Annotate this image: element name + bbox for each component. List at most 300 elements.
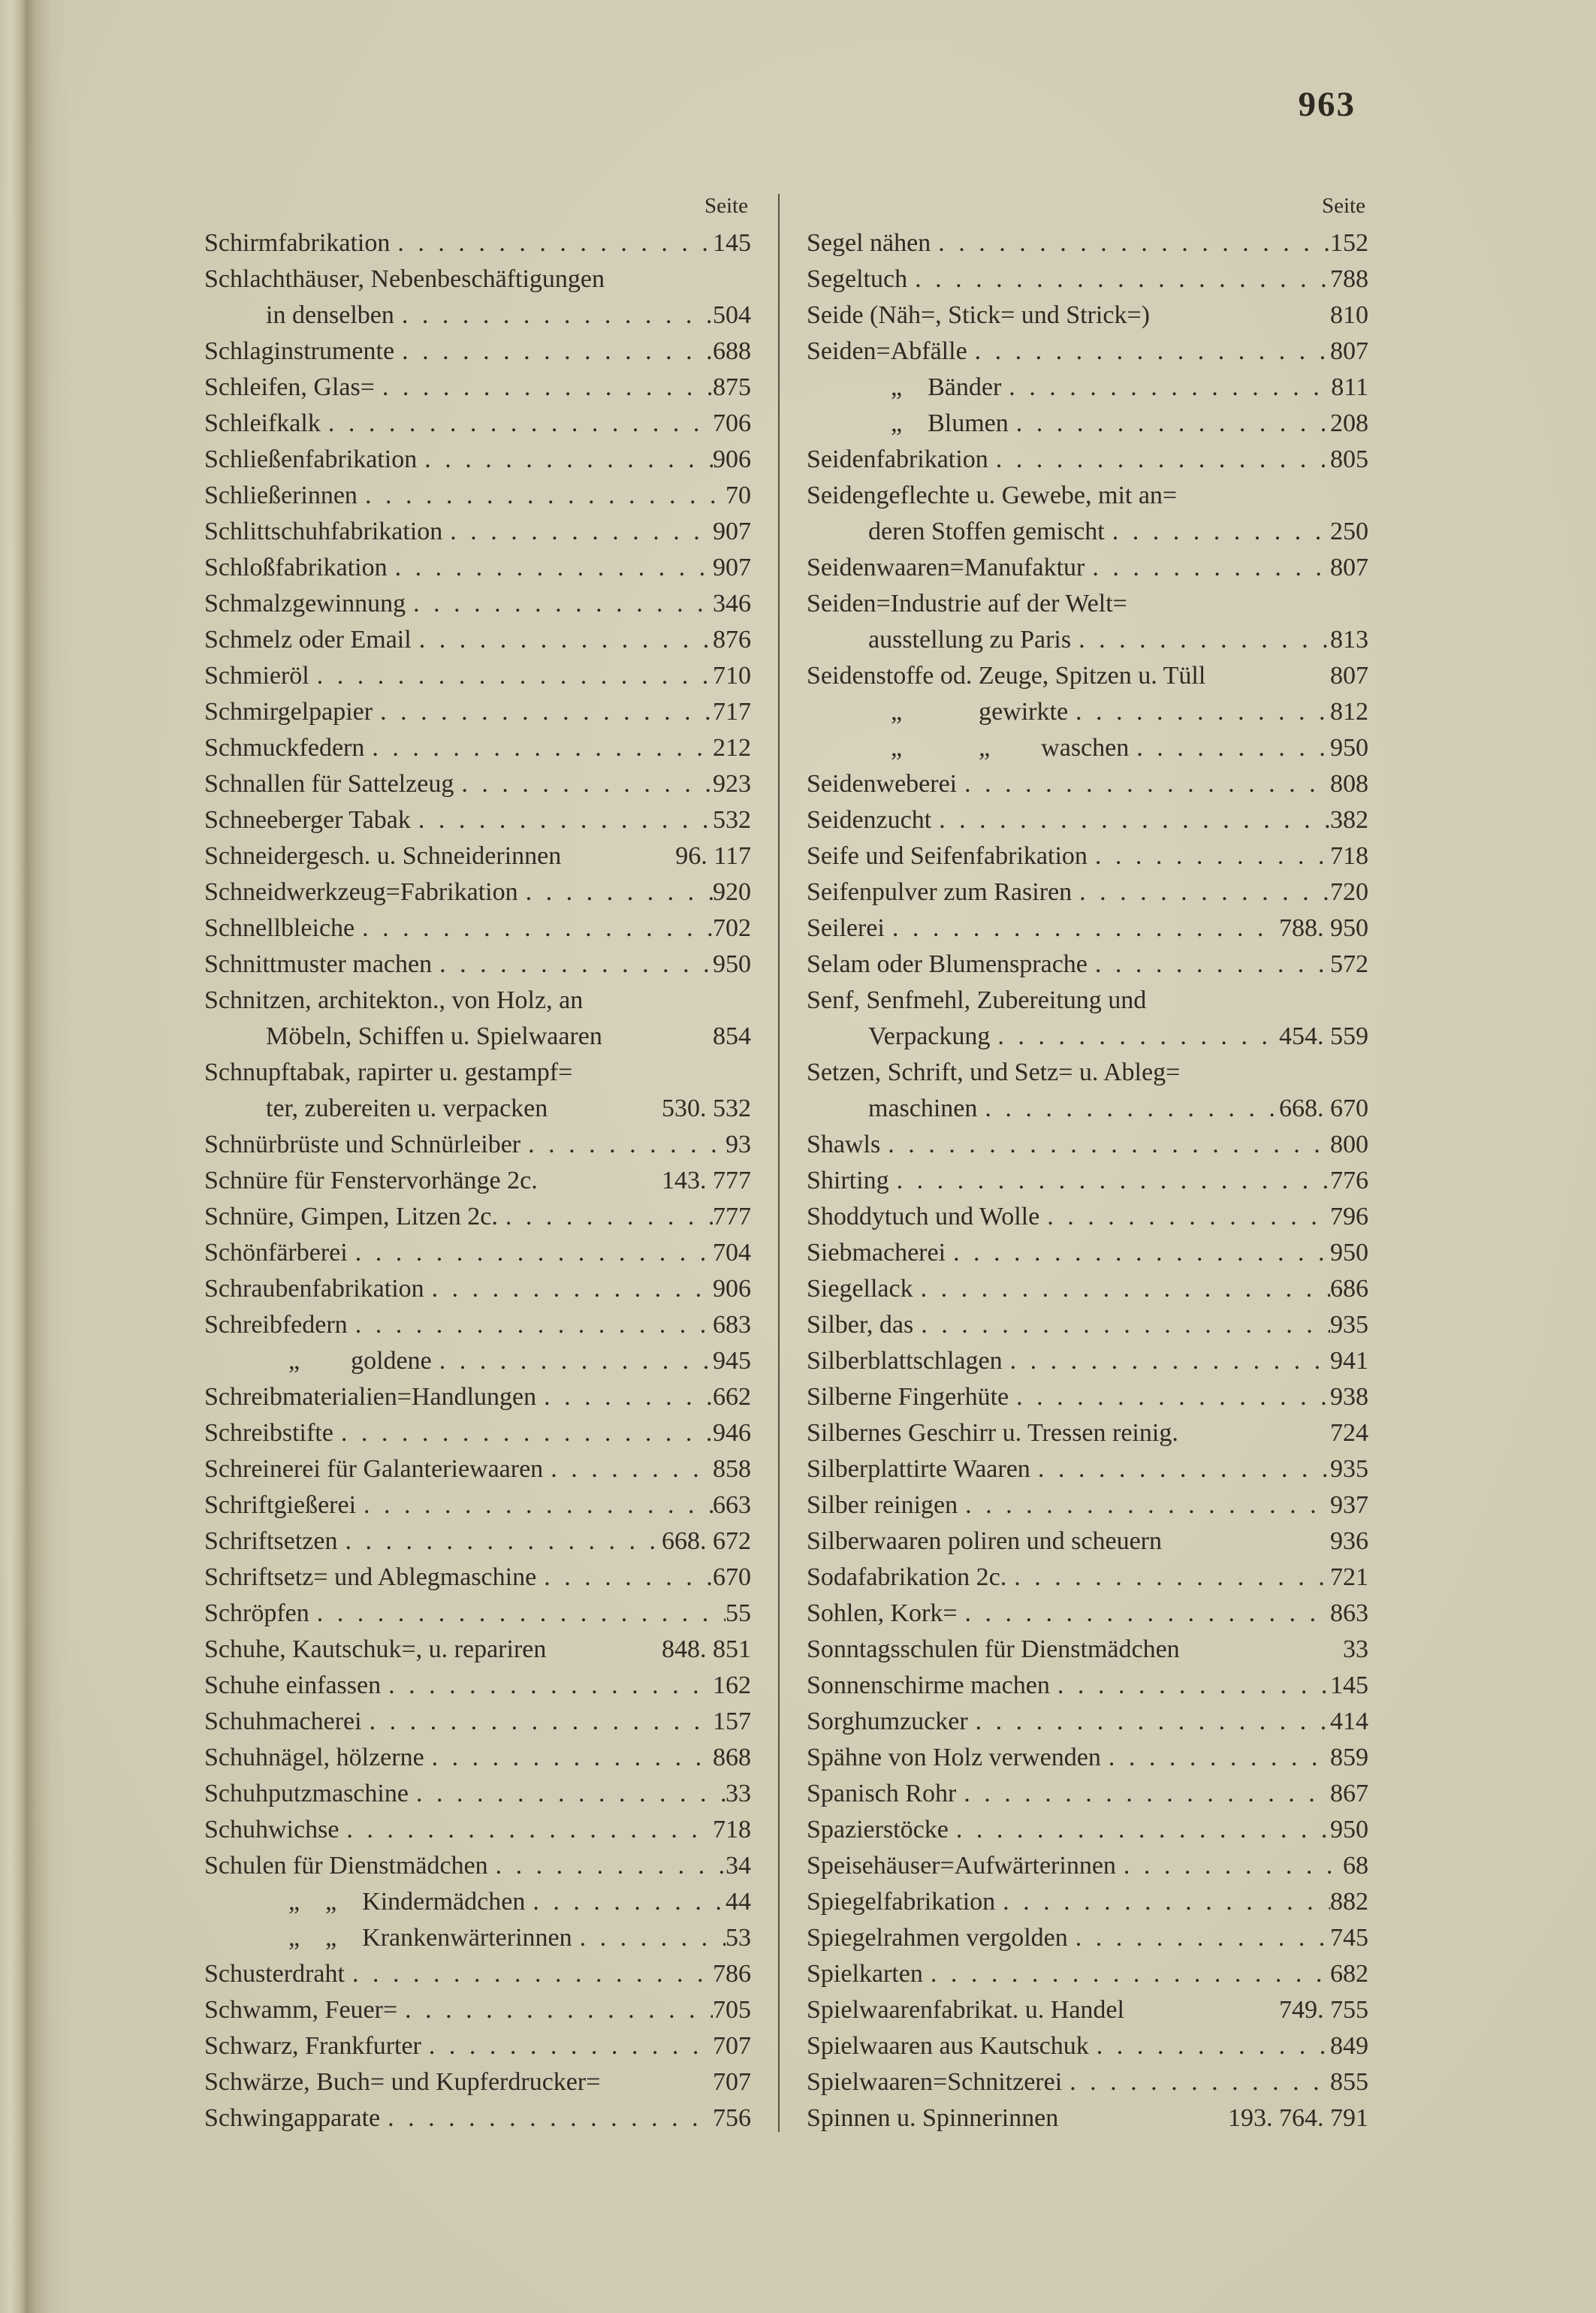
dot-leader bbox=[956, 1776, 1330, 1812]
entry-text: Schreibmaterialien=Handlungen bbox=[204, 1383, 537, 1411]
dot-leader bbox=[536, 1560, 713, 1596]
entry-text: Schnittmuster machen bbox=[204, 950, 433, 978]
index-entry-line bbox=[204, 1812, 751, 1848]
entry-page-number: 145 bbox=[1330, 1671, 1368, 1699]
dot-leader bbox=[958, 1596, 1331, 1632]
entry-page-number: 807 bbox=[1330, 337, 1368, 365]
entry-page-number: 682 bbox=[1330, 1960, 1368, 1988]
dot-leader bbox=[339, 1812, 713, 1848]
entry-text: Spanisch Rohr bbox=[807, 1780, 957, 1807]
entry-page-number: 143. 777 bbox=[662, 1167, 751, 1194]
dot-leader bbox=[536, 1379, 713, 1415]
entry-text: Segel nähen bbox=[807, 229, 931, 257]
dot-leader bbox=[498, 1199, 713, 1235]
dot-leader bbox=[1085, 550, 1330, 586]
entry-page-number: 858 bbox=[713, 1455, 751, 1483]
index-entry-line bbox=[807, 1560, 1368, 1596]
index-entry-line bbox=[204, 1163, 751, 1199]
entry-page-number: 662 bbox=[713, 1383, 751, 1411]
entry-page-number: 702 bbox=[713, 914, 751, 942]
entry-page-number: 812 bbox=[1330, 698, 1368, 726]
index-entry-line bbox=[204, 1992, 751, 2028]
index-entry-line bbox=[807, 478, 1368, 514]
index-entry-line bbox=[204, 694, 751, 730]
entry-text: Schwarz, Frankfurter bbox=[204, 2032, 421, 2060]
index-entry-line bbox=[204, 1596, 751, 1632]
index-entry-line bbox=[807, 694, 1368, 730]
dot-leader bbox=[1003, 1343, 1330, 1379]
entry-page-number: 414 bbox=[1330, 1708, 1368, 1735]
dot-leader bbox=[1001, 370, 1331, 406]
index-entry-line bbox=[204, 1704, 751, 1740]
entry-text: Seidenzucht bbox=[807, 806, 932, 834]
index-entry-line bbox=[204, 874, 751, 910]
page-number: 963 bbox=[1298, 85, 1356, 124]
entry-page-number: 162 bbox=[713, 1671, 751, 1699]
entry-text: Spielwaarenfabrikat. u. Handel bbox=[807, 1996, 1124, 2024]
index-entry-line bbox=[204, 1523, 751, 1560]
entry-text: Schloßfabrikation bbox=[204, 554, 388, 581]
entry-text: Spielwaaren aus Kautschuk bbox=[807, 2032, 1089, 2060]
entry-text: Siebmacherei bbox=[807, 1239, 946, 1267]
entry-page-number: 849 bbox=[1330, 2032, 1368, 2060]
index-entry-line bbox=[807, 1523, 1368, 1560]
dot-leader bbox=[1039, 1199, 1330, 1235]
dot-leader bbox=[421, 2028, 713, 2064]
entry-page-number: 938 bbox=[1330, 1383, 1368, 1411]
dot-leader bbox=[356, 1487, 713, 1523]
entry-text: Schriftsetz= und Ablegmaschine bbox=[204, 1563, 537, 1591]
entry-page-number: 707 bbox=[713, 2068, 751, 2096]
index-entry-line bbox=[807, 1956, 1368, 1992]
entry-page-number: 34 bbox=[726, 1852, 751, 1880]
entry-text: Sodafabrikation 2c. bbox=[807, 1563, 1007, 1591]
dot-leader bbox=[1050, 1668, 1330, 1704]
entry-text: Silbernes Geschirr u. Tressen reinig. bbox=[807, 1419, 1178, 1447]
entry-page-number: 745 bbox=[1330, 1924, 1368, 1952]
index-entry-line bbox=[204, 1235, 751, 1271]
entry-page-number: 532 bbox=[713, 806, 751, 834]
column-divider-rule bbox=[778, 194, 780, 2132]
index-entry-line bbox=[807, 1199, 1368, 1235]
entry-page-number: 920 bbox=[713, 878, 751, 906]
entry-text: Silberwaaren poliren und scheuern bbox=[807, 1527, 1162, 1555]
dot-leader bbox=[424, 1740, 713, 1776]
index-entry-line bbox=[204, 334, 751, 370]
entry-page-number: 807 bbox=[1330, 554, 1368, 581]
entry-page-number: 55 bbox=[726, 1599, 751, 1627]
entry-text: Schnallen für Sattelzeug bbox=[204, 770, 454, 798]
dot-leader bbox=[388, 550, 713, 586]
index-entry-line bbox=[204, 2064, 751, 2100]
entry-text: Spielkarten bbox=[807, 1960, 923, 1988]
index-entry-line bbox=[204, 297, 751, 334]
entry-text: Schnupftabak, rapirter u. gestampf= bbox=[204, 1058, 573, 1086]
entry-text: Schriftgießerei bbox=[204, 1491, 357, 1519]
dot-leader bbox=[957, 766, 1330, 802]
index-entry-line bbox=[204, 730, 751, 766]
entry-page-number: 668. 672 bbox=[662, 1527, 751, 1555]
entry-page-number: 800 bbox=[1330, 1131, 1368, 1158]
dot-leader bbox=[390, 225, 713, 261]
entry-page-number: 848. 851 bbox=[662, 1635, 751, 1663]
index-entry-line bbox=[204, 1307, 751, 1343]
index-entry-line bbox=[807, 297, 1368, 334]
entry-text: Schusterdraht bbox=[204, 1960, 345, 1988]
index-entry-line bbox=[204, 1487, 751, 1523]
dot-leader bbox=[362, 1704, 713, 1740]
entry-page-number: 717 bbox=[713, 698, 751, 726]
entry-text: Schneeberger Tabak bbox=[204, 806, 411, 834]
dot-leader bbox=[409, 1776, 726, 1812]
entry-page-number: 882 bbox=[1330, 1888, 1368, 1916]
dot-leader bbox=[412, 622, 713, 658]
entry-page-number: 718 bbox=[1330, 842, 1368, 870]
entry-page-number: 346 bbox=[713, 590, 751, 618]
entry-text: Seife und Seifenfabrikation bbox=[807, 842, 1088, 870]
dot-leader bbox=[1101, 1740, 1330, 1776]
entry-text: Seiden=Abfälle bbox=[807, 337, 967, 365]
dot-leader bbox=[321, 406, 713, 442]
entry-text: Spinnen u. Spinnerinnen bbox=[807, 2104, 1059, 2132]
entry-text: „ „ waschen bbox=[891, 734, 1130, 762]
index-entry-line bbox=[204, 658, 751, 694]
dot-leader bbox=[442, 514, 713, 550]
index-entry-line bbox=[807, 334, 1368, 370]
entry-text: Schmalzgewinnung bbox=[204, 590, 406, 618]
entry-text: Schließenfabrikation bbox=[204, 445, 418, 473]
index-entry-line bbox=[807, 622, 1368, 658]
entry-text: Schmelz oder Email bbox=[204, 626, 412, 654]
entry-page-number: 668. 670 bbox=[1279, 1095, 1368, 1122]
entry-text: Schröpfen bbox=[204, 1599, 309, 1627]
index-entry-line bbox=[807, 1343, 1368, 1379]
entry-page-number: 906 bbox=[713, 1275, 751, 1303]
index-entry-line bbox=[204, 1127, 751, 1163]
index-entry-line bbox=[204, 406, 751, 442]
entry-page-number: 907 bbox=[713, 518, 751, 545]
index-entry-line bbox=[807, 1812, 1368, 1848]
index-entry-line bbox=[204, 947, 751, 983]
dot-leader bbox=[1072, 874, 1330, 910]
entry-text: Speisehäuser=Aufwärterinnen bbox=[807, 1852, 1116, 1880]
index-entry-line bbox=[204, 1415, 751, 1451]
entry-text: ter, zubereiten u. verpacken bbox=[266, 1095, 548, 1122]
entry-text: Seidenstoffe od. Zeuge, Spitzen u. Tüll bbox=[807, 662, 1206, 690]
dot-leader bbox=[354, 910, 713, 947]
entry-page-number: 946 bbox=[713, 1419, 751, 1447]
dot-leader bbox=[1088, 838, 1330, 874]
entry-page-number: 805 bbox=[1330, 445, 1368, 473]
entry-page-number: 950 bbox=[1330, 1239, 1368, 1267]
index-entry-line bbox=[807, 1992, 1368, 2028]
dot-leader bbox=[345, 1956, 713, 1992]
entry-text: „ Blumen bbox=[891, 409, 1009, 437]
entry-page-number: 935 bbox=[1330, 1455, 1368, 1483]
entry-text: „ goldene bbox=[288, 1347, 432, 1375]
entry-page-number: 786 bbox=[713, 1960, 751, 1988]
dot-leader bbox=[967, 334, 1330, 370]
entry-text: Silber, das bbox=[807, 1311, 914, 1339]
entry-page-number: 808 bbox=[1330, 770, 1368, 798]
entry-page-number: 868 bbox=[713, 1744, 751, 1771]
entry-page-number: 749. 755 bbox=[1279, 1996, 1368, 2024]
index-entry-line bbox=[204, 1343, 751, 1379]
entry-text: Seilerei bbox=[807, 914, 885, 942]
dot-leader bbox=[411, 802, 713, 838]
index-entry-line bbox=[807, 1019, 1368, 1055]
entry-text: „ „ Krankenwärterinnen bbox=[288, 1924, 572, 1952]
index-column-right bbox=[807, 191, 1368, 2136]
entry-page-number: 704 bbox=[713, 1239, 751, 1267]
entry-text: Seidengeflechte u. Gewebe, mit an= bbox=[807, 482, 1178, 509]
dot-leader bbox=[1009, 406, 1330, 442]
dot-leader bbox=[995, 1884, 1330, 1920]
entry-page-number: 193. 764. 791 bbox=[1228, 2104, 1368, 2132]
index-entry-line bbox=[204, 586, 751, 622]
dot-leader bbox=[1009, 1379, 1330, 1415]
entry-page-number: 504 bbox=[713, 301, 751, 329]
index-entry-line bbox=[204, 766, 751, 802]
entry-page-number: 945 bbox=[713, 1347, 751, 1375]
dot-leader bbox=[394, 297, 713, 334]
index-entry-line bbox=[807, 261, 1368, 297]
dot-leader bbox=[373, 694, 713, 730]
entry-text: Schreibfedern bbox=[204, 1311, 348, 1339]
index-entry-line bbox=[807, 2100, 1368, 2136]
entry-page-number: 710 bbox=[713, 662, 751, 690]
index-entry-line bbox=[204, 1091, 751, 1127]
index-entry-line bbox=[204, 550, 751, 586]
index-entry-line bbox=[807, 1668, 1368, 1704]
dot-leader bbox=[1030, 1451, 1330, 1487]
entry-page-number: 721 bbox=[1330, 1563, 1368, 1591]
index-entry-line bbox=[807, 2028, 1368, 2064]
index-entry-line bbox=[204, 1740, 751, 1776]
entry-text: in denselben bbox=[266, 301, 394, 329]
dot-leader bbox=[358, 478, 726, 514]
entry-text: Spazierstöcke bbox=[807, 1816, 949, 1843]
entry-text: Seidenfabrikation bbox=[807, 445, 988, 473]
dot-leader bbox=[958, 1487, 1330, 1523]
dot-leader bbox=[880, 1127, 1330, 1163]
index-entry-line bbox=[807, 983, 1368, 1019]
entry-text: Schraubenfabrikation bbox=[204, 1275, 424, 1303]
entry-text: Schuhputzmaschine bbox=[204, 1780, 409, 1807]
entry-text: Schmuckfedern bbox=[204, 734, 365, 762]
index-entry-line bbox=[807, 802, 1368, 838]
entry-text: Seiden=Industrie auf der Welt= bbox=[807, 590, 1127, 618]
index-entry-line bbox=[204, 225, 751, 261]
entry-page-number: 935 bbox=[1330, 1311, 1368, 1339]
entry-text: Shirting bbox=[807, 1167, 889, 1194]
entry-text: deren Stoffen gemischt bbox=[868, 518, 1105, 545]
entry-text: Spiegelrahmen vergolden bbox=[807, 1924, 1068, 1952]
entry-page-number: 906 bbox=[713, 445, 751, 473]
dot-leader bbox=[889, 1163, 1330, 1199]
entry-page-number: 875 bbox=[713, 373, 751, 401]
column-header-seite-right: Seite bbox=[1322, 194, 1365, 218]
entry-text: Schlittschuhfabrikation bbox=[204, 518, 443, 545]
entry-text: Schnitzen, architekton., von Holz, an bbox=[204, 986, 584, 1014]
dot-leader bbox=[931, 802, 1330, 838]
dot-leader bbox=[432, 947, 713, 983]
entry-text: Schmirgelpapier bbox=[204, 698, 373, 726]
dot-leader bbox=[1088, 947, 1330, 983]
dot-leader bbox=[525, 1884, 726, 1920]
entry-page-number: 707 bbox=[713, 2032, 751, 2060]
index-entry-line bbox=[204, 1848, 751, 1884]
index-entry-line bbox=[807, 2064, 1368, 2100]
dot-leader bbox=[968, 1704, 1330, 1740]
index-entry-line bbox=[807, 1091, 1368, 1127]
entry-text: Silberplattirte Waaren bbox=[807, 1455, 1030, 1483]
index-entry-line bbox=[204, 1271, 751, 1307]
dot-leader bbox=[1071, 622, 1330, 658]
index-entry-line bbox=[807, 1415, 1368, 1451]
index-entry-line bbox=[204, 622, 751, 658]
entry-text: Schleifen, Glas= bbox=[204, 373, 375, 401]
entry-text: Seifenpulver zum Rasiren bbox=[807, 878, 1073, 906]
index-entry-line bbox=[204, 1379, 751, 1415]
dot-leader bbox=[417, 442, 713, 478]
entry-text: Selam oder Blumensprache bbox=[807, 950, 1088, 978]
dot-leader bbox=[432, 1343, 713, 1379]
index-entry-line bbox=[807, 1451, 1368, 1487]
index-entry-line bbox=[807, 1235, 1368, 1271]
entry-page-number: 724 bbox=[1330, 1419, 1368, 1447]
index-entry-line bbox=[807, 1848, 1368, 1884]
entry-page-number: 788. 950 bbox=[1279, 914, 1368, 942]
entry-page-number: 863 bbox=[1330, 1599, 1368, 1627]
dot-leader bbox=[913, 1271, 1330, 1307]
index-entry-line bbox=[807, 1740, 1368, 1776]
index-entry-line bbox=[807, 1271, 1368, 1307]
entry-text: Schnüre, Gimpen, Litzen 2c. bbox=[204, 1203, 498, 1230]
index-entry-line bbox=[204, 478, 751, 514]
dot-leader bbox=[381, 1668, 713, 1704]
entry-text: Spielwaaren=Schnitzerei bbox=[807, 2068, 1063, 2096]
index-entry-line bbox=[807, 1127, 1368, 1163]
dot-leader bbox=[364, 730, 713, 766]
index-entry-line bbox=[807, 947, 1368, 983]
dot-leader bbox=[1062, 2064, 1330, 2100]
entry-text: Schwamm, Feuer= bbox=[204, 1996, 398, 2024]
dot-leader bbox=[338, 1523, 662, 1560]
index-entry-line bbox=[204, 2028, 751, 2064]
entry-page-number: 454. 559 bbox=[1279, 1022, 1368, 1050]
entry-text: maschinen bbox=[868, 1095, 978, 1122]
entry-text: Schuhmacherei bbox=[204, 1708, 362, 1735]
entry-text: Spiegelfabrikation bbox=[807, 1888, 996, 1916]
entry-page-number: 212 bbox=[713, 734, 751, 762]
entry-text: Schlaginstrumente bbox=[204, 337, 395, 365]
entry-page-number: 33 bbox=[1343, 1635, 1368, 1663]
entry-text: Schwingapparate bbox=[204, 2104, 381, 2132]
index-entry-line bbox=[204, 983, 751, 1019]
entry-text: Setzen, Schrift, und Setz= u. Ableg= bbox=[807, 1058, 1181, 1086]
entry-page-number: 33 bbox=[726, 1780, 751, 1807]
entry-text: „ Bänder bbox=[891, 373, 1002, 401]
entry-page-number: 70 bbox=[726, 482, 751, 509]
entry-page-number: 923 bbox=[713, 770, 751, 798]
dot-leader bbox=[543, 1451, 713, 1487]
entry-text: Spähne von Holz verwenden bbox=[807, 1744, 1101, 1771]
entry-text: Schnüre für Fenstervorhänge 2c. bbox=[204, 1167, 538, 1194]
entry-page-number: 777 bbox=[713, 1203, 751, 1230]
entry-page-number: 152 bbox=[1330, 229, 1368, 257]
index-entry-line bbox=[204, 442, 751, 478]
entry-page-number: 941 bbox=[1330, 1347, 1368, 1375]
dot-leader bbox=[454, 766, 713, 802]
index-entry-line bbox=[807, 1379, 1368, 1415]
index-entry-line bbox=[807, 838, 1368, 874]
column-rows-right bbox=[807, 225, 1368, 2136]
dot-leader bbox=[572, 1920, 726, 1956]
entry-text: Silberne Fingerhüte bbox=[807, 1383, 1009, 1411]
entry-text: Schnürbrüste und Schnürleiber bbox=[204, 1131, 521, 1158]
entry-text: Sohlen, Kork= bbox=[807, 1599, 958, 1627]
dot-leader bbox=[488, 1848, 726, 1884]
entry-text: „ gewirkte bbox=[891, 698, 1069, 726]
dot-leader bbox=[375, 370, 713, 406]
dot-leader bbox=[394, 334, 713, 370]
entry-text: Schneidwerkzeug=Fabrikation bbox=[204, 878, 518, 906]
index-entry-line bbox=[204, 802, 751, 838]
column-rows-left bbox=[204, 225, 751, 2136]
index-entry-line bbox=[204, 1019, 751, 1055]
entry-text: Schuhnägel, hölzerne bbox=[204, 1744, 424, 1771]
entry-text: Shoddytuch und Wolle bbox=[807, 1203, 1040, 1230]
entry-text: Möbeln, Schiffen u. Spielwaaren bbox=[266, 1022, 602, 1050]
index-entry-line bbox=[204, 1956, 751, 1992]
entry-page-number: 950 bbox=[1330, 1816, 1368, 1843]
entry-page-number: 950 bbox=[713, 950, 751, 978]
entry-page-number: 683 bbox=[713, 1311, 751, 1339]
index-columns bbox=[204, 191, 1368, 2136]
index-entry-line bbox=[204, 838, 751, 874]
index-entry-line bbox=[807, 910, 1368, 947]
dot-leader bbox=[397, 1992, 713, 2028]
entry-page-number: 250 bbox=[1330, 518, 1368, 545]
dot-leader bbox=[1068, 1920, 1330, 1956]
index-entry-line bbox=[807, 442, 1368, 478]
index-entry-line bbox=[807, 1163, 1368, 1199]
index-entry-line bbox=[204, 1199, 751, 1235]
index-column-left bbox=[204, 191, 751, 2136]
index-entry-line bbox=[204, 1055, 751, 1091]
entry-page-number: 68 bbox=[1343, 1852, 1368, 1880]
index-entry-line bbox=[807, 766, 1368, 802]
dot-leader bbox=[907, 261, 1330, 297]
entry-page-number: 907 bbox=[713, 554, 751, 581]
index-entry-line bbox=[807, 874, 1368, 910]
entry-text: Silberblattschlagen bbox=[807, 1347, 1003, 1375]
entry-page-number: 876 bbox=[713, 626, 751, 654]
entry-page-number: 382 bbox=[1330, 806, 1368, 834]
index-entry-line bbox=[807, 1704, 1368, 1740]
entry-page-number: 854 bbox=[713, 1022, 751, 1050]
dot-leader bbox=[923, 1956, 1330, 1992]
entry-text: Schnellbleiche bbox=[204, 914, 355, 942]
index-entry-line bbox=[807, 586, 1368, 622]
index-entry-line bbox=[807, 1055, 1368, 1091]
entry-page-number: 776 bbox=[1330, 1167, 1368, 1194]
index-entry-line bbox=[807, 1487, 1368, 1523]
index-entry-line bbox=[204, 1920, 751, 1956]
entry-page-number: 810 bbox=[1330, 301, 1368, 329]
dot-leader bbox=[424, 1271, 713, 1307]
